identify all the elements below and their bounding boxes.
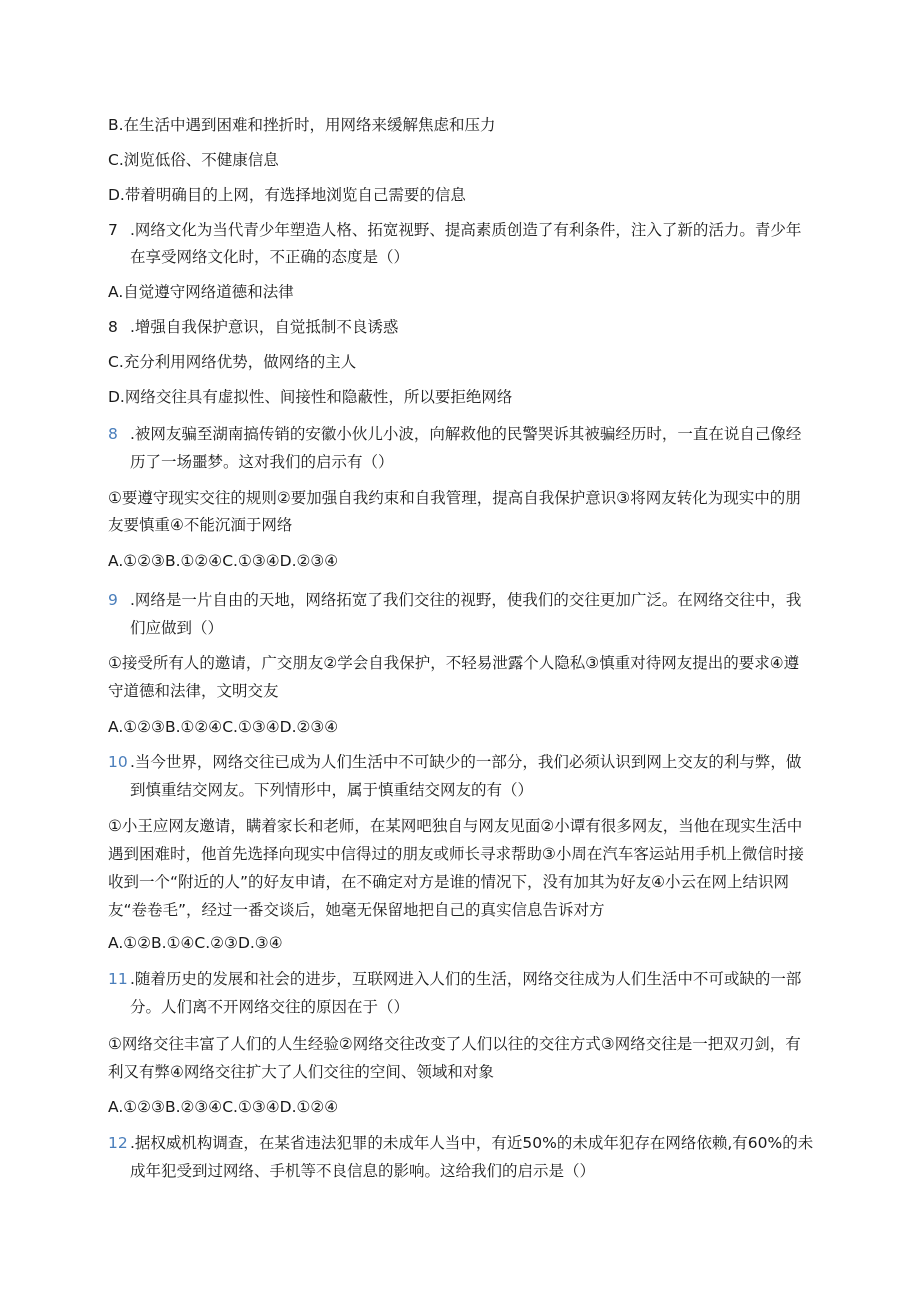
prev-option-b: B.在生活中遇到困难和挫折时，用网络来缓解焦虑和压力 xyxy=(108,116,496,134)
question-number: 7 xyxy=(108,221,118,239)
question-7-option-c: C.充分利用网络优势，做网络的主人 xyxy=(108,353,357,371)
question-7-stem-cont: 在享受网络文化时，不正确的态度是（） xyxy=(130,248,410,266)
question-8-stem-cont: 历了一场噩梦。这对我们的启示有（） xyxy=(130,453,394,471)
question-number: 8 xyxy=(108,425,118,443)
question-9-statements-cont: 守道德和法律，文明交友 xyxy=(108,682,279,700)
question-12-stem: 12 .据权威机构调查，在某省违法犯罪的未成年人当中，有近50%的未成年犯存在网络依赖,有60%的未 xyxy=(108,1134,814,1152)
question-10-stem-cont: 到慎重结交网友。下列情形中，属于慎重结交网友的有（） xyxy=(130,781,534,799)
question-8-statements-cont: 友要慎重④不能沉湎于网络 xyxy=(108,516,293,534)
question-11-statements: ①网络交往丰富了人们的人生经验②网络交往改变了人们以往的交往方式③网络交往是一把双刃剑，有 xyxy=(108,1035,801,1053)
question-7-option-d: D.网络交往具有虚拟性、间接性和隐蔽性，所以要拒绝网络 xyxy=(108,388,513,406)
question-12-stem-cont: 成年犯受到过网络、手机等不良信息的影响。这给我们的启示是（） xyxy=(130,1162,596,1180)
question-number: 10 xyxy=(108,753,128,771)
question-8-options: A.①②③B.①②④C.①③④D.②③④ xyxy=(108,552,339,570)
question-number: 12 xyxy=(108,1134,128,1152)
question-7-stem: 7 .网络文化为当代青少年塑造人格、拓宽视野、提高素质创造了有利条件，注入了新的活力。青少年 xyxy=(108,221,802,239)
question-number: 9 xyxy=(108,591,118,609)
option-number: 8 xyxy=(108,318,118,336)
question-9-options: A.①②③B.①②④C.①③④D.②③④ xyxy=(108,718,339,736)
question-10-statements: ①小王应网友邀请，瞒着家长和老师，在某网吧独自与网友见面②小谭有很多网友，当他在现实生活中 xyxy=(108,817,803,835)
question-9-statements: ①接受所有人的邀请，广交朋友②学会自我保护，不轻易泄露个人隐私③慎重对待网友提出的要求④遵 xyxy=(108,654,800,672)
prev-option-c: C.浏览低俗、不健康信息 xyxy=(108,151,279,169)
question-10-statements-cont: 友“卷卷毛”，经过一番交谈后，她毫无保留地把自己的真实信息告诉对方 xyxy=(108,901,605,919)
question-7-option-a: A.自觉遵守网络道德和法律 xyxy=(108,283,294,301)
question-11-stem: 11 .随着历史的发展和社会的进步，互联网进入人们的生活，网络交往成为人们生活中不可或缺的一部 xyxy=(108,970,802,988)
question-9-stem: 9 .网络是一片自由的天地，网络拓宽了我们交往的视野，使我们的交往更加广泛。在网络交往中，我 xyxy=(108,591,802,609)
question-number: 11 xyxy=(108,970,128,988)
question-11-options: A.①②③B.②③④C.①③④D.①②④ xyxy=(108,1098,339,1116)
question-11-statements-cont: 利又有弊④网络交往扩大了人们交往的空间、领域和对象 xyxy=(108,1063,494,1081)
question-10-options: A.①②B.①④C.②③D.③④ xyxy=(108,934,283,952)
question-9-stem-cont: 们应做到（） xyxy=(130,619,224,637)
question-8-stem: 8 .被网友骗至湖南搞传销的安徽小伙儿小波，向解救他的民警哭诉其被骗经历时，一直在说自己像经 xyxy=(108,425,802,443)
question-10-stem: 10 .当今世界，网络交往已成为人们生活中不可缺少的一部分，我们必须认识到网上交友的利与弊，做 xyxy=(108,753,802,771)
question-10-statements-cont: 收到一个“附近的人”的好友申请，在不确定对方是谁的情况下，没有加其为好友④小云在网上结识网 xyxy=(108,873,789,891)
question-11-stem-cont: 分。人们离不开网络交往的原因在于（） xyxy=(130,998,410,1016)
question-8-statements: ①要遵守现实交往的规则②要加强自我约束和自我管理，提高自我保护意识③将网友转化为现实中的朋 xyxy=(108,489,801,507)
question-10-statements-cont: 遇到困难时，他首先选择向现实中信得过的朋友或师长寻求帮助③小周在汽车客运站用手机上微信时接 xyxy=(108,845,804,863)
question-7-option-b: 8 .增强自我保护意识，自觉抵制不良诱惑 xyxy=(108,318,399,336)
prev-option-d: D.带着明确目的上网，有选择地浏览自己需要的信息 xyxy=(108,186,466,204)
